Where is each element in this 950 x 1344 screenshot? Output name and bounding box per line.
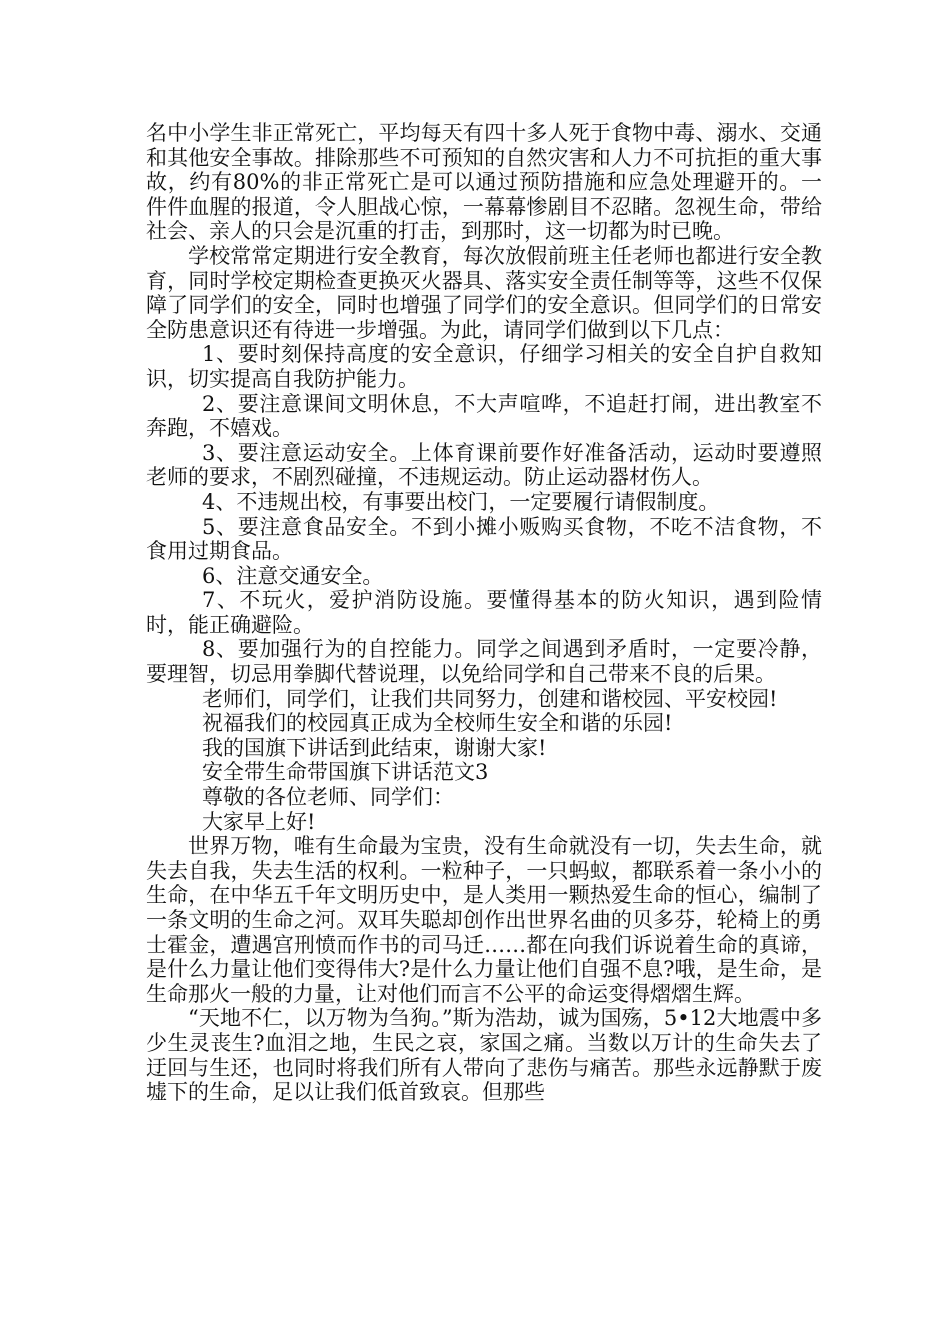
section-title: 安全带生命带国旗下讲话范文3	[202, 760, 489, 785]
list-item-2: 2、要注意课间文明休息，不大声喧哗，不追赶打闹，进出教室不奔跑，不嬉戏。	[146, 391, 822, 441]
closing-line-thanks: 我的国旗下讲话到此结束，谢谢大家!	[202, 735, 547, 760]
closing-line-effort: 老师们，同学们，让我们共同努力，创建和谐校园、平安校园!	[202, 686, 778, 711]
list-item-7: 7、不玩火，爱护消防设施。要懂得基本的防火知识，遇到险情时，能正确避险。	[146, 588, 822, 637]
closing-line-blessing: 祝福我们的校园真正成为全校师生安全和谐的乐园!	[202, 711, 673, 736]
list-item-5: 5、要注意食品安全。不到小摊小贩购买食物，不吃不洁食物，不食用过期食品。	[146, 514, 822, 564]
list-item-8: 8、要加强行为的自控能力。同学之间遇到矛盾时，一定要冷静，要理智，切忌用拳脚代替说理，以免给同学和自己带来不良的后果。	[146, 637, 822, 687]
list-item-1: 1、要时刻保持高度的安全意识，仔细学习相关的安全自护自救知识，切实提高自我防护能力。	[146, 342, 822, 391]
salutation: 尊敬的各位老师、同学们：	[202, 785, 454, 810]
document-body	[146, 121, 822, 1105]
paragraph-school-safety: 学校常常定期进行安全教育，每次放假前班主任老师也都进行安全教育，同时学校定期检查更换灭火器具、落实安全责任制等等，这些不仅保障了同学们的安全，同时也增强了同学们的安全意识。但同学们的日常安全防患意识还有待进一步增强。为此，请同学们做到以下几点：	[146, 243, 822, 342]
list-item-3: 3、要注意运动安全。上体育课前要作好准备活动，运动时要遵照老师的要求，不剧烈碰撞，不违规运动。防止运动器材伤人。	[146, 440, 822, 490]
paragraph-statistics: 名中小学生非正常死亡，平均每天有四十多人死于食物中毒、溺水、交通和其他安全事故。排除那些不可预知的自然灾害和人力不可抗拒的重大事故，约有80%的非正常死亡是可以通过预防措施和应急处理避开的。一件件血腥的报道，令人胆战心惊，一幕幕惨剧目不忍睹。忽视生命，带给社会、亲人的只会是沉重的打击，到那时，这一切都为时已晚。	[146, 121, 822, 244]
list-item-6: 6、注意交通安全。	[202, 563, 384, 588]
greeting: 大家早上好!	[202, 809, 316, 834]
paragraph-life: 世界万物，唯有生命最为宝贵，没有生命就没有一切，失去生命，就失去自我，失去生活的权利。一粒种子，一只蚂蚁，都联系着一条小小的生命，在中华五千年文明历史中，是人类用一颗热爱生命的恒心，编制了一条文明的生命之河。双耳失聪却创作出世界名曲的贝多芬，轮椅上的勇士霍金，遭遇宫刑愤而作书的司马迁……都在向我们诉说着生命的真谛，是什么力量让他们变得伟大?是什么力量让他们自强不息?哦，是生命，是生命那火一般的力量，让对他们而言不公平的命运变得熠熠生辉。	[146, 834, 822, 1006]
list-item-4: 4、不违规出校，有事要出校门，一定要履行请假制度。	[202, 489, 720, 514]
paragraph-earthquake: “天地不仁，以万物为刍狗。”斯为浩劫，诚为国殇，5•12大地震中多少生灵丧生?血泪之地，生民之哀，家国之痛。当数以万计的生命失去了迂回与生还，也同时将我们所有人带向了悲伤与痛苦。那些永远静默于废墟下的生命，足以让我们低首致哀。但那些	[146, 1006, 822, 1105]
